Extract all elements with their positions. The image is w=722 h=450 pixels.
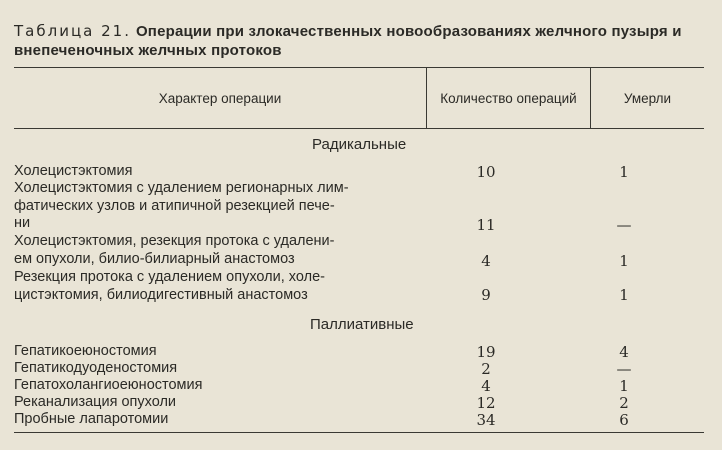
row-text: фатических узлов и атипичной резекцией пече- <box>14 197 335 214</box>
table-row <box>14 411 414 429</box>
header-bottom-rule <box>14 128 704 129</box>
table-number: Таблица 21. <box>14 22 131 40</box>
table-bottom-rule <box>14 432 704 433</box>
row-text: Холецистэктомия, резекция протока с удалени- <box>14 233 335 249</box>
row-text: ни <box>14 215 31 231</box>
row-count: 9 <box>481 286 491 304</box>
table-row <box>14 163 414 181</box>
row-count: 19 <box>476 343 496 361</box>
row-text: Резекция протока с удалением опухоли, холе- <box>14 269 325 285</box>
row-text: Гепатохолангиоеюностомия <box>14 377 203 393</box>
row-died: — <box>616 216 632 234</box>
row-count: 2 <box>481 360 491 378</box>
section-title-radical: Радикальные <box>312 136 407 153</box>
table-caption <box>14 22 704 60</box>
row-died: 2 <box>619 394 629 412</box>
table-row <box>14 269 414 304</box>
row-died: 6 <box>619 411 629 429</box>
row-died: — <box>616 360 632 378</box>
row-text: цистэктомия, билиодигестивный анастомоз <box>14 286 308 303</box>
row-count: 10 <box>476 163 496 181</box>
table-row <box>14 233 414 268</box>
row-died: 1 <box>619 252 629 270</box>
row-died: 1 <box>619 377 629 395</box>
section-title-palliative: Паллиативные <box>310 316 414 333</box>
row-died: 1 <box>619 163 629 181</box>
row-text: Гепатикодуоденостомия <box>14 360 178 376</box>
row-count: 4 <box>481 252 491 270</box>
row-died: 1 <box>619 286 629 304</box>
row-text: Гепатикоеюностомия <box>14 343 157 359</box>
table-row <box>14 360 414 378</box>
table-top-rule <box>14 67 704 68</box>
table-title: Операции при злокачественных новообразованиях желчного пузыря и внепеченочных желчных протоков <box>14 23 682 59</box>
row-count: 34 <box>476 411 496 429</box>
table-row <box>14 377 414 395</box>
row-text: ем опухоли, билио-билиарный анастомоз <box>14 250 295 267</box>
table-row <box>14 180 414 233</box>
table-row <box>14 394 414 412</box>
row-count: 12 <box>476 394 496 412</box>
row-text: Холецистэктомия с удалением регионарных лим- <box>14 180 349 196</box>
row-text: Пробные лапаротомии <box>14 411 169 427</box>
table-row <box>14 343 414 361</box>
row-count: 4 <box>481 377 491 395</box>
row-count: 11 <box>476 216 496 234</box>
row-text: Холецистэктомия <box>14 163 133 179</box>
header-operation: Характер операции <box>158 91 282 106</box>
row-died: 4 <box>619 343 629 361</box>
header-died: Умерли <box>623 91 672 106</box>
row-text: Реканализация опухоли <box>14 394 177 410</box>
header-count: Количество операций <box>440 91 577 106</box>
